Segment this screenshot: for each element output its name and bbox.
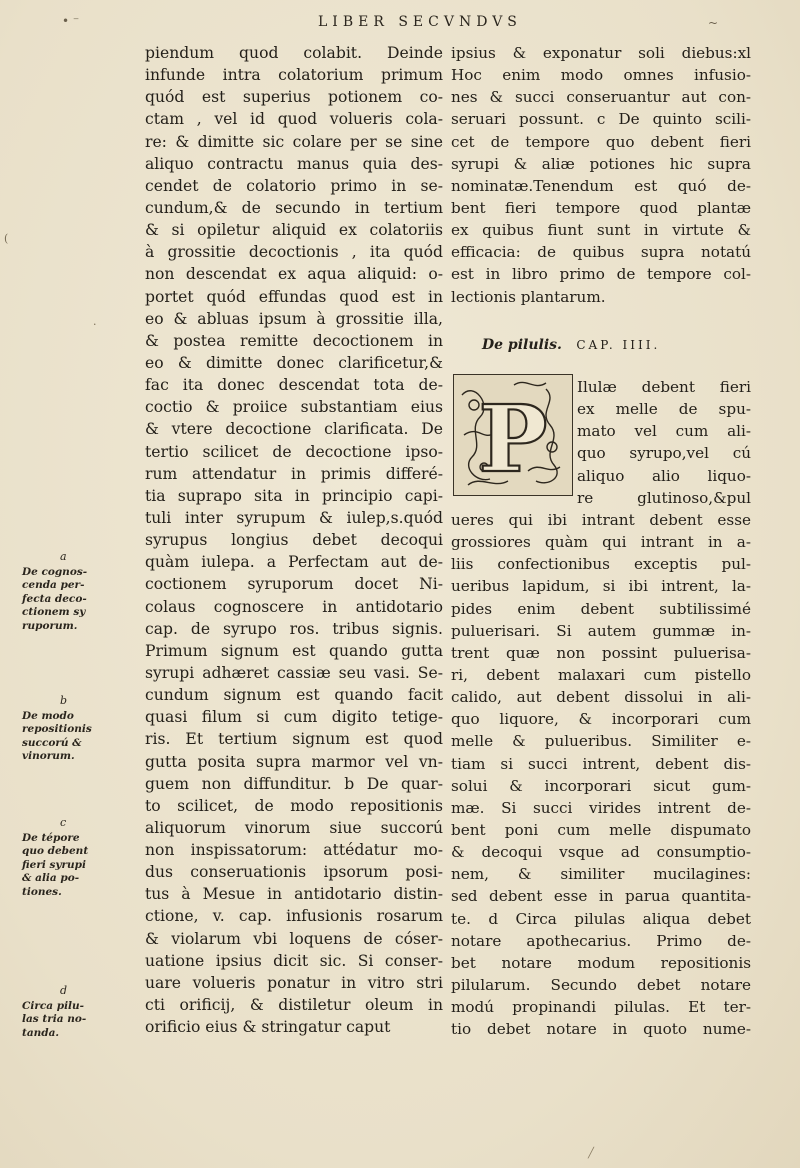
text-line: uare volueris ponatur in vitro stri xyxy=(145,973,443,992)
text-line: Ilulæ debent fieri xyxy=(577,378,751,396)
text-line: quo liquore, & incorporari cum xyxy=(451,710,751,729)
text-line: cundum,& de secundo in tertium xyxy=(145,198,443,217)
text-line: piendum quod colabit. Deinde xyxy=(145,44,443,62)
text-line: orificio eius & stringatur caput xyxy=(145,1018,391,1037)
right-text-column-top xyxy=(451,42,751,308)
text-line: & postea remitte decoctionem in xyxy=(145,331,443,350)
text-line: Hoc enim modo omnes infusio- xyxy=(451,66,751,85)
text-line: est in libro primo de tempore col- xyxy=(451,265,751,284)
text-line: liis confectionibus exceptis pul- xyxy=(451,555,751,574)
text-line: nem, & similiter mucilagines: xyxy=(451,865,751,884)
text-line: grossiores quàm qui intrant in a- xyxy=(451,533,751,552)
text-line: tia suprapo sita in principio capi- xyxy=(145,486,443,505)
text-line: notare apothecarius. Primo de- xyxy=(451,931,751,950)
text-line: re glutinoso,&pul xyxy=(577,488,751,507)
text-line: modú propinandi pilulas. Et ter- xyxy=(451,998,751,1017)
margin-note-line: vinorum. xyxy=(22,750,75,763)
text-line: bent fieri tempore quod plantæ xyxy=(451,198,751,217)
initial-letter: P xyxy=(478,385,548,493)
text-line: non inspissatorum: attédatur mo- xyxy=(145,841,443,860)
text-line: non descendat ex aqua aliquid: o- xyxy=(145,265,443,284)
margin-note-line: cenda per- xyxy=(22,579,85,592)
text-line: sed debent esse in parua quantita- xyxy=(451,887,751,906)
text-line: nominatæ.Tenendum est quó de- xyxy=(451,176,751,195)
margin-note xyxy=(22,710,132,764)
text-line: guem non diffunditur. b De quar- xyxy=(145,774,443,793)
text-line: puluerisari. Si autem gummæ in- xyxy=(451,621,751,640)
text-line: trent quæ non possint puluerisa- xyxy=(451,643,751,662)
text-line: cundum signum est quando facit xyxy=(145,686,443,705)
text-line: syrupi & aliæ potiones hic supra xyxy=(451,154,751,173)
text-line: aliquorum vinorum siue succorú xyxy=(145,818,443,837)
margin-note-line: Circa pilu- xyxy=(22,1000,85,1012)
text-line: nes & succi conseruantur aut con- xyxy=(451,88,751,107)
text-line: tiam si succi intrent, debent dis- xyxy=(451,754,751,773)
text-line: ri, debent malaxari cum pistello xyxy=(451,665,751,684)
text-line: seruari possunt. c De quinto scili- xyxy=(451,110,751,129)
text-line: bet notare modum repositionis xyxy=(451,953,751,972)
text-line: aliquo alio liquo- xyxy=(577,466,751,485)
text-line: mato vel cum ali- xyxy=(577,422,751,441)
text-line: dus conseruationis ipsorum posi- xyxy=(145,863,443,882)
margin-note-line: De tépore xyxy=(22,832,80,844)
text-line: & decoqui vsque ad consumptio- xyxy=(451,843,751,862)
margin-note-line: tanda. xyxy=(22,1026,60,1039)
margin-note-line: & alia po- xyxy=(22,872,80,885)
chapter-heading xyxy=(482,337,762,353)
text-line: te. d Circa pilulas aliqua debet xyxy=(451,909,751,928)
text-line: Primum signum est quando gutta xyxy=(145,641,443,660)
margin-note-line: De cognos- xyxy=(22,566,88,578)
text-line: & si opiletur aliquid ex colatoriis xyxy=(145,221,443,240)
text-line: infunde intra colatorium primum xyxy=(145,66,443,85)
text-line: uatione ipsius dicit sic. Si conser- xyxy=(145,951,443,970)
text-line: & vtere decoctione clarificata. De xyxy=(145,420,443,439)
right-text-column-bottom xyxy=(451,509,751,1040)
text-line: mæ. Si succi virides intrent de- xyxy=(451,798,751,817)
margin-note-line: las tria no- xyxy=(22,1013,87,1026)
text-line: colaus cognoscere in antidotario xyxy=(145,597,443,616)
text-line: efficacia: de quibus supra notatú xyxy=(451,243,751,262)
text-line: to scilicet, de modo repositionis xyxy=(145,796,443,815)
margin-note-line: De modo xyxy=(22,710,74,722)
margin-note-line: ctionem sy xyxy=(22,606,86,619)
text-line: eo & dimitte donec clarificetur,& xyxy=(145,353,443,372)
text-line: coctionem syruporum docet Ni- xyxy=(145,575,443,594)
text-line: cet de tempore quo debent fieri xyxy=(451,132,751,151)
margin-note-line: quo debent xyxy=(22,845,89,858)
text-line: eo & abluas ipsum à grossitie illa, xyxy=(145,309,443,328)
margin-note-letter: b xyxy=(60,694,68,707)
bottom-pen-mark: ╱ xyxy=(588,1148,595,1159)
margin-note-line: repositionis xyxy=(22,723,92,736)
text-line: cap. de syrupo ros. tribus signis. xyxy=(145,619,443,638)
text-line: tertio scilicet de decoctione ipso- xyxy=(145,442,443,461)
text-line: aliquo contractu manus quia des- xyxy=(145,154,443,173)
margin-note-line: ruporum. xyxy=(22,619,78,632)
text-line: pides enim debent subtilissimé xyxy=(451,599,751,618)
text-line: pilularum. Secundo debet notare xyxy=(451,975,751,994)
margin-note-line: fieri syrupi xyxy=(22,858,86,871)
text-line: rum attendatur in primis differé- xyxy=(145,464,443,483)
text-line: quód est superius potionem co- xyxy=(145,88,443,107)
text-line: ueribus lapidum, si ibi intrent, la- xyxy=(451,577,751,596)
text-line: ueres qui ibi intrant debent esse xyxy=(451,511,751,529)
margin-bracket-mark: ( xyxy=(4,232,9,245)
text-line: ex melle de spu- xyxy=(577,400,751,419)
text-line: tuli inter syrupum & iulep,s.quód xyxy=(145,508,443,527)
text-line: re: & dimitte sic colare per se sine xyxy=(145,132,443,151)
margin-note-letter: d xyxy=(60,984,68,997)
text-line: gutta posita supra marmor vel vn- xyxy=(145,752,443,771)
margin-note-line: succorú & xyxy=(22,736,82,749)
margin-note xyxy=(22,566,132,633)
left-text-column xyxy=(145,42,443,1038)
text-line: ex quibus fiunt sunt in virtute & xyxy=(451,221,751,240)
text-line: syrupus longius debet decoqui xyxy=(145,531,443,550)
margin-note xyxy=(22,832,132,899)
text-line: solui & incorporari sicut gum- xyxy=(451,776,751,795)
text-line: portet quód effundas quod est in xyxy=(145,287,443,306)
margin-note-line: tiones. xyxy=(22,885,62,898)
top-right-mark: ~ xyxy=(708,16,719,30)
text-line: cendet de colatorio primo in se- xyxy=(145,176,443,195)
margin-note xyxy=(22,1000,132,1040)
text-line: quo syrupo,vel cú xyxy=(577,444,751,463)
text-line: coctio & proiice substantiam eius xyxy=(145,398,443,417)
decorated-initial-icon xyxy=(453,374,573,496)
margin-dot-mark: · xyxy=(93,318,97,331)
margin-note-letter: a xyxy=(60,550,67,563)
margin-note-line: fecta deco- xyxy=(22,592,87,605)
text-line: tus à Mesue in antidotario distin- xyxy=(145,885,443,904)
text-line: quasi filum si cum digito tetige- xyxy=(145,708,443,727)
margin-note-letter: c xyxy=(60,816,67,829)
text-line: lectionis plantarum. xyxy=(451,287,606,306)
text-line: ctam , vel id quod volueris cola- xyxy=(145,110,443,129)
text-line: melle & pulueribus. Similiter e- xyxy=(451,732,751,751)
text-line: ctione, v. cap. infusionis rosarum xyxy=(145,907,443,926)
text-line: syrupi adhæret cassiæ seu vasi. Se- xyxy=(145,663,443,682)
text-line: & violarum vbi loquens de cóser- xyxy=(145,929,443,948)
running-head: LIBER SECVNDVS xyxy=(318,14,522,30)
right-text-wrap xyxy=(577,376,751,509)
top-left-mark: • ⁻ xyxy=(62,14,80,28)
text-line: fac ita donec descendat tota de- xyxy=(145,376,443,395)
text-line: calido, aut debent dissolui in ali- xyxy=(451,688,751,707)
text-line: à grossitie decoctionis , ita quód xyxy=(145,243,443,262)
text-line: ipsius & exponatur soli diebus:xl xyxy=(451,44,751,62)
text-line: tio debet notare in quoto nume- xyxy=(451,1020,751,1039)
text-line: cti orificij, & distiletur oleum in xyxy=(145,996,443,1015)
text-line: quàm iulepa. a Perfectam aut de- xyxy=(145,553,443,572)
chapter-title: De pilulis. xyxy=(482,337,562,353)
text-line: ris. Et tertium signum est quod xyxy=(145,730,443,749)
text-line: bent poni cum melle dispumato xyxy=(451,820,751,839)
chapter-number: CAP. IIII. xyxy=(576,338,661,352)
